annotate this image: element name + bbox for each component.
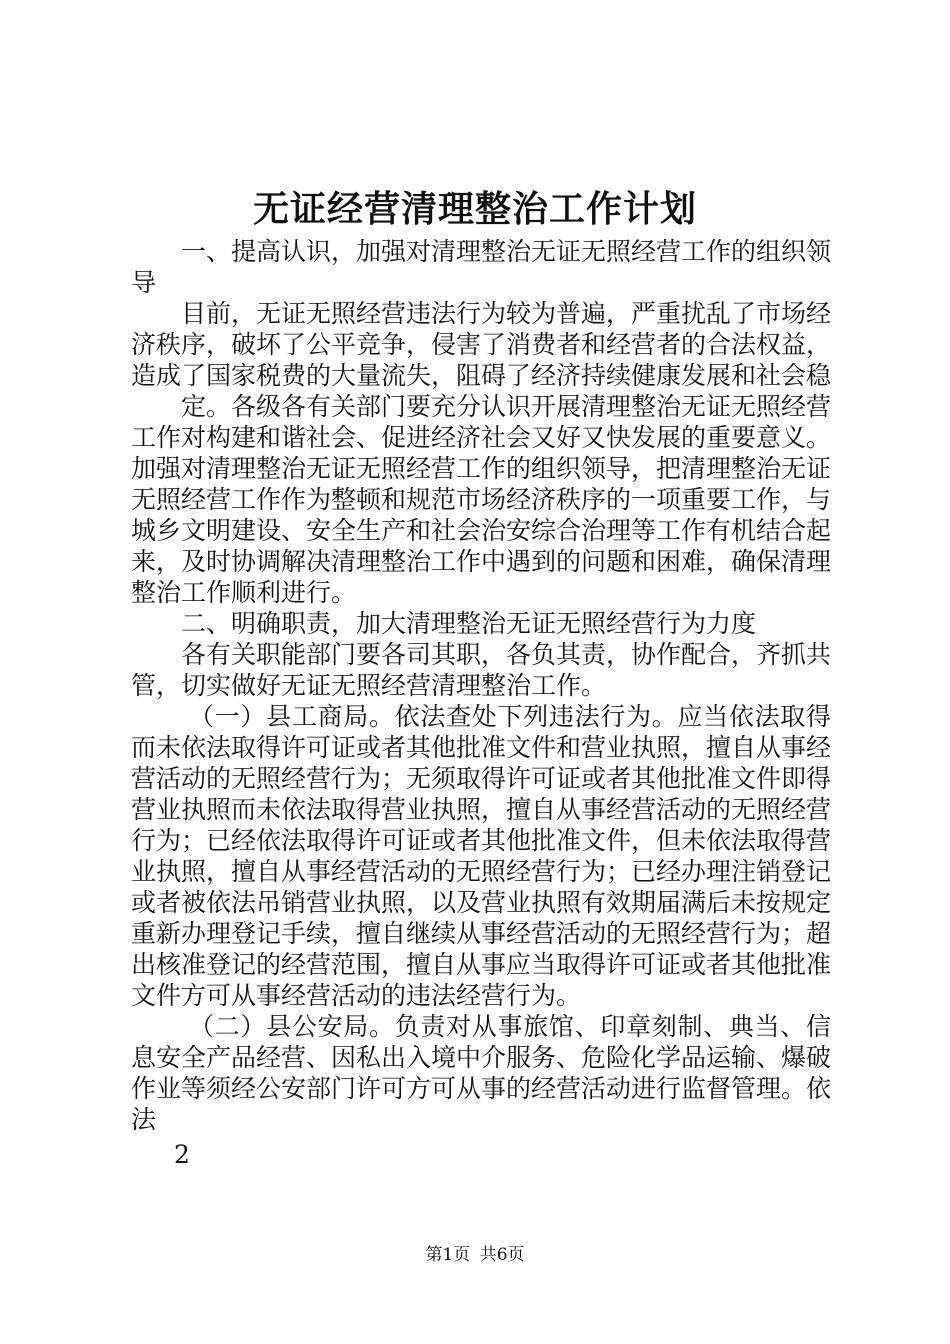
document-title: 无证经营清理整治工作计划 (252, 188, 697, 230)
paragraph: （二）县公安局。负责对从事旅馆、印章刻制、典当、信息安全产品经营、因私出入境中介服务、危险化学品运输、爆破作业等须经公安部门许可方可从事的经营活动进行监督管理。依法 (131, 1012, 832, 1134)
paragraph: 定。各级各有关部门要充分认识开展清理整治无证无照经营工作对构建和谐社会、促进经济社会又好又快发展的重要意义。加强对清理整治无证无照经营工作的组织领导，把清理整治无证无照经营工作作为整顿和规范市场经济秩序的一项重要工作，与城乡文明建设、安全生产和社会治安综合治理等工作有机结合起来，及时协调解决清理整治工作中遇到的问题和困难，确保清理整治工作顺利进行。 (131, 392, 832, 607)
section-heading-2: 二、明确职责，加大清理整治无证无照经营行为力度 (181, 609, 757, 638)
inline-page-number: 2 (174, 1140, 190, 1169)
section-heading-1: 一、提高认识，加强对清理整治无证无照经营工作的组织领导 (131, 237, 832, 297)
document-body (131, 236, 831, 1170)
paragraph: 目前，无证无照经营违法行为较为普遍，严重扰乱了市场经济秩序，破坏了公平竞争，侵害了消费者和经营者的合法权益，造成了国家税费的大量流失，阻碍了经济持续健康发展和社会稳 (131, 299, 832, 390)
paragraph: （一）县工商局。依法查处下列违法行为。应当依法取得而未依法取得许可证或者其他批准文件和营业执照，擅自从事经营活动的无照经营行为；无须取得许可证或者其他批准文件即得营业执照而未依法取得营业执照，擅自从事经营活动的无照经营行为；已经依法取得许可证或者其他批准文件，但未依法取得营业执照，擅自从事经营活动的无照经营行为；已经办理注销登记或者被依法吊销营业执照，以及营业执照有效期届满后未按规定重新办理登记手续，擅自继续从事经营活动的无照经营行为；超出核准登记的经营范围，擅自从事应当取得许可证或者其他批准文件方可从事经营活动的违法经营行为。 (131, 702, 832, 1010)
paragraph: 各有关职能部门要各司其职，各负其责，协作配合，齐抓共管，切实做好无证无照经营清理整治工作。 (131, 640, 832, 700)
page-footer: 第1页 共6页 (425, 1245, 525, 1265)
